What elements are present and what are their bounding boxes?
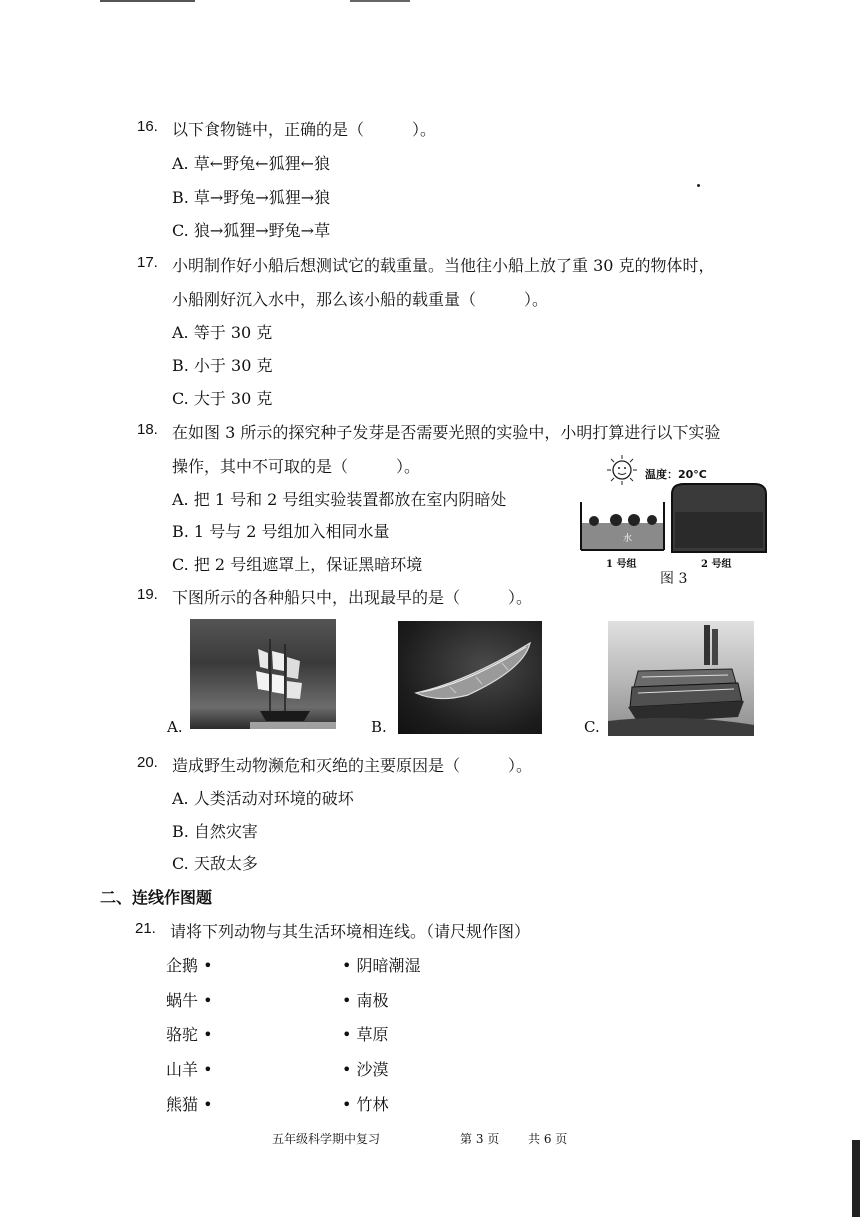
figure-3-caption: 图 3 [660, 571, 688, 587]
boat-option-c-label: C. [584, 718, 600, 736]
question-18-option-c: C. 把 2 号组遮罩上，保证黑暗环境 [172, 555, 423, 574]
question-16-number: 16. [137, 118, 158, 135]
animal-penguin: 企鹅 • [166, 956, 213, 975]
group-1-label: 1 号组 [606, 559, 637, 570]
question-21-stem: 请将下列动物与其生活环境相连线。（请尺规作图） [170, 922, 531, 941]
question-17-stem-line1: 小明制作好小船后想测试它的载重量。当他往小船上放了重 30 克的物体时， [172, 256, 715, 275]
question-18-stem-line1: 在如图 3 所示的探究种子发芽是否需要光照的实验中，小明打算进行以下实验 [172, 423, 721, 442]
question-16-option-c: C. 狼→狐狸→野兔→草 [172, 221, 331, 240]
group-2-label: 2 号组 [701, 559, 732, 570]
question-17-option-c: C. 大于 30 克 [172, 389, 273, 408]
scan-edge-top-mid [350, 0, 410, 2]
question-20-option-a: A. 人类活动对环境的破坏 [172, 789, 354, 808]
question-20-number: 20. [137, 754, 158, 771]
footer-page-number: 第 3 页 [460, 1132, 500, 1146]
question-17-option-b: B. 小于 30 克 [172, 356, 273, 375]
question-17-stem-line2: 小船刚好沉入水中，那么该小船的载重量（ ）。 [172, 290, 549, 309]
boat-option-b-label: B. [371, 718, 387, 736]
question-18-option-b: B. 1 号与 2 号组加入相同水量 [172, 522, 390, 541]
question-19-stem: 下图所示的各种船只中，出现最早的是（ ）。 [172, 588, 533, 607]
question-19-number: 19. [137, 586, 158, 603]
temperature-label: 温度：20°C [645, 468, 707, 481]
question-21-number: 21. [135, 920, 156, 937]
habitat-grassland: • 草原 [342, 1025, 389, 1044]
footer-subject: 五年级科学期中复习 [272, 1132, 381, 1146]
sun-icon [607, 455, 637, 485]
animal-snail: 蜗牛 • [166, 991, 213, 1010]
habitat-desert: • 沙漠 [342, 1060, 389, 1079]
canoe-photo [398, 621, 542, 734]
question-18-number: 18. [137, 421, 158, 438]
animal-goat: 山羊 • [166, 1060, 213, 1079]
question-16-option-a: A. 草←野兔←狐狸←狼 [172, 154, 330, 173]
animal-panda: 熊猫 • [166, 1095, 213, 1114]
habitat-bamboo-forest: • 竹林 [342, 1095, 389, 1114]
footer-total-pages: 共 6 页 [528, 1132, 568, 1146]
figure-3 [578, 452, 768, 587]
sailing-ship-photo [190, 619, 336, 729]
habitat-damp-dark: • 阴暗潮湿 [342, 956, 421, 975]
section-2-title: 二、连线作图题 [100, 888, 213, 907]
steamboat-photo [608, 621, 754, 736]
question-16-option-b: B. 草→野兔→狐狸→狼 [172, 188, 331, 207]
question-17-number: 17. [137, 254, 158, 271]
animal-camel: 骆驼 • [166, 1025, 213, 1044]
group-2-container [672, 484, 766, 552]
question-20-option-b: B. 自然灾害 [172, 822, 258, 841]
habitat-antarctic: • 南极 [342, 991, 389, 1010]
question-18-stem-line2: 操作，其中不可取的是（ ）。 [172, 457, 421, 476]
question-18-option-a: A. 把 1 号和 2 号组实验装置都放在室内阴暗处 [172, 490, 507, 509]
question-16-stem: 以下食物链中，正确的是（ ）。 [172, 120, 437, 139]
scan-dot [697, 184, 700, 187]
water-label: 水 [623, 534, 633, 544]
question-20-stem: 造成野生动物濒危和灭绝的主要原因是（ ）。 [172, 756, 533, 775]
scan-edge-right-bar [852, 1140, 860, 1217]
scan-edge-top-left [100, 0, 195, 2]
boat-option-a-label: A. [167, 718, 183, 736]
question-17-option-a: A. 等于 30 克 [172, 323, 273, 342]
question-20-option-c: C. 天敌太多 [172, 854, 258, 873]
